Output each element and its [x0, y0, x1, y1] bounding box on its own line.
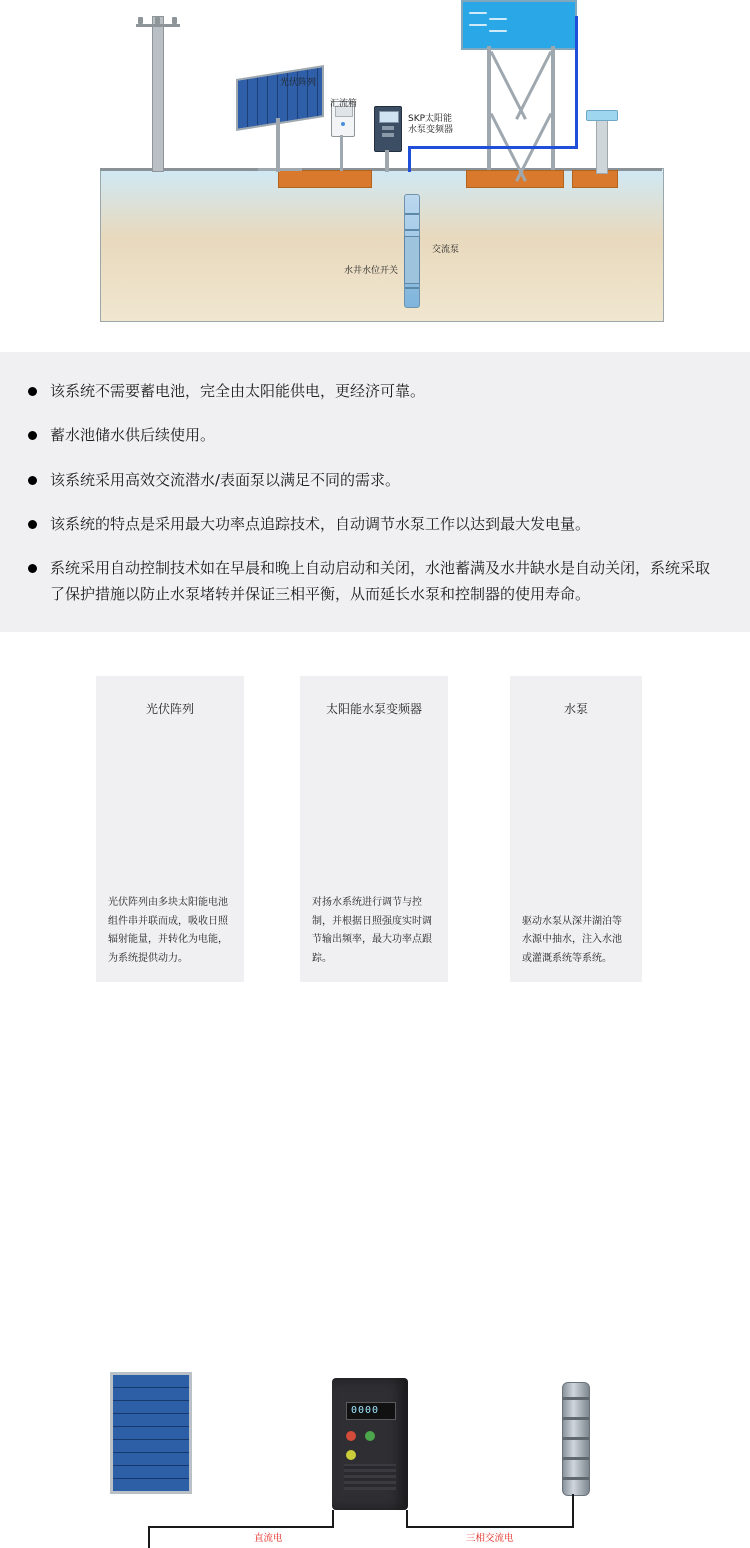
vfd-stop-button[interactable]: [346, 1431, 356, 1441]
concrete-slab-left: [278, 170, 372, 188]
vfd-display-value: 0000: [351, 1405, 380, 1416]
label-combiner-box: 汇流箱: [330, 99, 358, 109]
label-inverter-line2: 水泵变频器: [408, 125, 454, 136]
ground-cross-section: [100, 168, 664, 322]
panel-title-pump: 水泵: [563, 702, 588, 716]
pv-array-stand: [276, 118, 280, 172]
list-item: 该系统采用高效交流潜水/表面泵以满足不同的需求。: [26, 467, 724, 493]
pipe-tank-feed: [575, 16, 578, 149]
list-item: 系统采用自动控制技术如在早晨和晚上自动启动和关闭，水池蓄满及水井缺水是自动关闭，系统采取了保护措施以防止水泵堵转并保证三相平衡，从而延长水泵和控制器的使用寿命。: [26, 555, 724, 608]
vfd-knob[interactable]: [346, 1450, 356, 1460]
label-dc-power: 直流电: [254, 1533, 283, 1544]
panel-pump: [510, 676, 642, 982]
pipe-horizontal-to-tank: [408, 146, 578, 149]
combiner-box-post: [340, 135, 343, 171]
panel-inverter: [300, 676, 448, 982]
inverter-post: [385, 150, 389, 172]
vfd-button-row: [346, 1426, 394, 1442]
insulator-icon: [155, 17, 160, 24]
panel-desc-pump: 驱动水泵从深井湖泊等水源中抽水，注入水池或灌溉系统等系统。: [522, 915, 622, 964]
insulator-icon: [172, 17, 177, 24]
system-diagram: [0, 0, 750, 330]
pv-array-graphic: [236, 65, 324, 131]
list-item: 蓄水池储水供后续使用。: [26, 422, 724, 448]
inverter-graphic: [374, 106, 402, 152]
faucet-icon: [586, 110, 618, 121]
submersible-pump-graphic: [404, 236, 420, 284]
inverter-display: [379, 111, 399, 123]
component-panels-section: [0, 660, 750, 1544]
vfd-graphic: [332, 1378, 408, 1510]
concrete-slab-faucet: [572, 170, 618, 188]
wire-vfd-in: [332, 1510, 334, 1528]
panel-title-pv-array: 光伏阵列: [145, 702, 194, 716]
feature-list: [0, 352, 750, 608]
water-tank-graphic: [461, 0, 577, 50]
solar-module-graphic: [110, 1372, 192, 1494]
utility-pole-arm: [136, 24, 180, 27]
utility-pole: [152, 16, 164, 172]
label-ac-power: 三相交流电: [466, 1533, 514, 1544]
inverter-panel-strip: [382, 126, 394, 130]
panel-pv-array: [96, 676, 244, 982]
wire-vfd-to-pump: [406, 1526, 574, 1528]
panel-desc-inverter: 对扬水系统进行调节与控制，并根据日照强度实时调节输出频率，最大功率点跟踪。: [312, 897, 432, 964]
feature-list-section: [0, 352, 750, 632]
vfd-run-button[interactable]: [365, 1431, 375, 1441]
pump-graphic: [562, 1382, 590, 1496]
insulator-icon: [138, 17, 143, 24]
panel-title-inverter: 太阳能水泵变频器: [325, 702, 422, 716]
vfd-vent: [344, 1464, 396, 1490]
vfd-display: [346, 1402, 396, 1420]
list-item: 该系统不需要蓄电池，完全由太阳能供电，更经济可靠。: [26, 378, 724, 404]
combiner-box-indicator: [341, 122, 345, 126]
panel-desc-pv-array: 光伏阵列由多块太阳能电池组件串并联而成，吸收日照辐射能量，并转化为电能，为系统提供动力。: [108, 897, 228, 964]
wire-pv-down: [148, 1528, 150, 1548]
inverter-panel-strip: [382, 133, 394, 137]
pv-array-base: [258, 168, 302, 171]
water-tower-frame: [487, 46, 555, 170]
wire-pump-in: [572, 1494, 574, 1528]
label-pv-array: 光伏阵列: [280, 78, 317, 88]
label-inverter-line1: SKP太阳能: [408, 114, 453, 124]
pipe-riser: [408, 146, 411, 172]
label-inverter: [408, 114, 453, 137]
list-item: 该系统的特点是采用最大功率点追踪技术，自动调节水泵工作以达到最大发电量。: [26, 511, 724, 537]
label-ac-pump: 交流泵: [432, 245, 460, 255]
label-well-level-switch: 水井水位开关: [344, 266, 399, 276]
wire-pv-to-vfd: [148, 1526, 334, 1528]
pipe-corner: [575, 16, 578, 19]
